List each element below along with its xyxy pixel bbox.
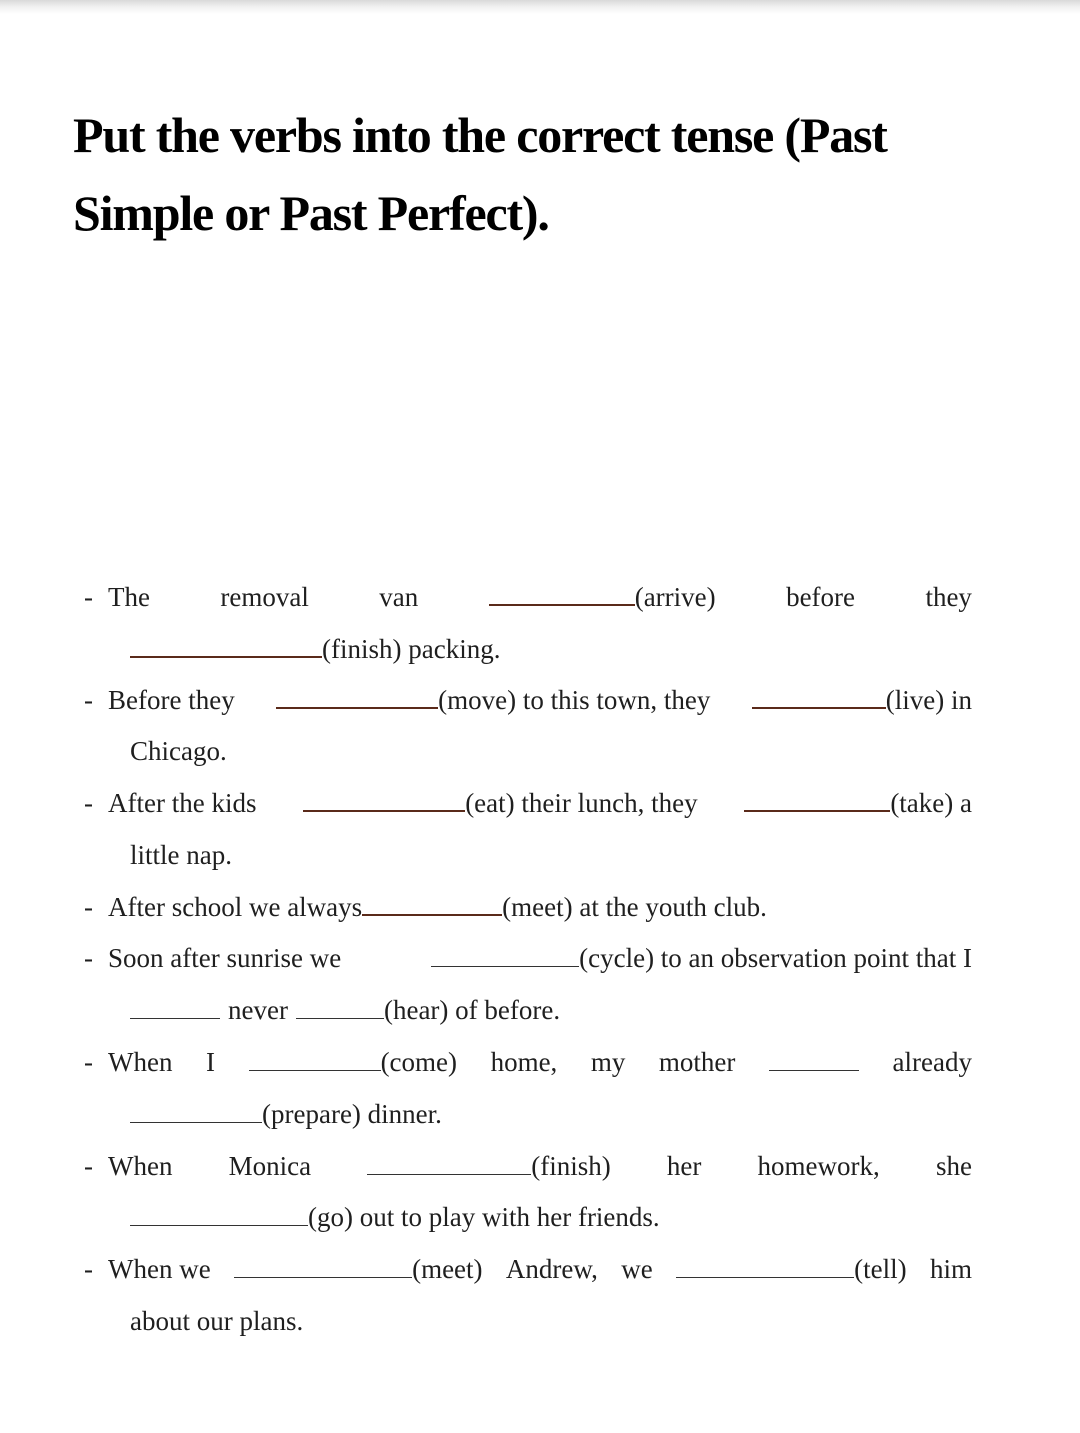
text-segment: my [590, 1047, 626, 1077]
answer-blank[interactable] [752, 685, 886, 709]
verb-hint: (prepare) dinner. [262, 1099, 442, 1129]
text-segment: little nap. [130, 840, 232, 870]
exercise-item-7-line-1 [108, 1148, 972, 1184]
answer-blank[interactable] [130, 996, 220, 1019]
answer-blank[interactable] [234, 1255, 412, 1278]
text-segment: she [935, 1151, 972, 1181]
bullet-dash: - [84, 1047, 93, 1077]
exercise-item-6-line-2 [130, 1096, 442, 1132]
answer-blank-group [303, 785, 697, 821]
text-segment: already [892, 1047, 972, 1077]
bullet-dash: - [84, 582, 93, 612]
answer-blank-group [234, 1251, 482, 1287]
text-segment: him [929, 1254, 972, 1284]
text-segment: Monica [228, 1151, 312, 1181]
verb-hint: (go) out to play with her friends. [308, 1202, 660, 1232]
text-segment: I [206, 1047, 216, 1077]
exercise-item-2-line-2 [130, 733, 227, 769]
verb-hint: (live) in [885, 685, 972, 715]
bullet-dash: - [84, 788, 93, 818]
bullet-dash: - [84, 685, 93, 715]
answer-blank-group [276, 682, 710, 718]
answer-blank[interactable] [296, 996, 384, 1019]
bullet-dash: - [84, 1254, 93, 1284]
text-segment: When we [108, 1254, 211, 1284]
text-segment: removal [220, 582, 309, 612]
answer-blank-group [676, 1251, 906, 1287]
text-segment: After school we always [108, 892, 363, 922]
verb-hint: (finish) packing. [322, 634, 501, 664]
answer-blank-group [249, 1044, 457, 1080]
verb-hint: (tell) [854, 1254, 907, 1284]
answer-blank-group [752, 682, 972, 718]
verb-hint: (finish) [531, 1151, 611, 1181]
answer-blank[interactable] [489, 582, 635, 606]
answer-blank[interactable] [303, 788, 465, 812]
verb-hint: (meet) at the youth club. [502, 892, 767, 922]
text-segment: Andrew, [505, 1254, 598, 1284]
exercise-item-2-line-1 [108, 682, 972, 718]
answer-blank[interactable] [130, 1203, 308, 1226]
text-segment: we [621, 1254, 653, 1284]
exercise-item-7-line-2 [130, 1199, 660, 1235]
verb-hint: (arrive) [634, 582, 716, 612]
answer-blank[interactable] [769, 1048, 859, 1071]
exercise-item-3-line-1 [108, 785, 972, 821]
verb-hint: (come) [380, 1047, 458, 1077]
answer-blank[interactable] [130, 1100, 262, 1123]
text-segment: mother [658, 1047, 736, 1077]
text-segment: they [925, 582, 972, 612]
text-segment: After the kids [108, 788, 257, 818]
answer-blank-group [489, 579, 716, 615]
text-segment: about our plans. [130, 1306, 304, 1336]
text-segment: homework, [757, 1151, 880, 1181]
text-segment: her [666, 1151, 702, 1181]
exercise-item-3-line-2 [130, 837, 232, 873]
exercise-item-5-line-1 [108, 940, 972, 976]
verb-hint: (cycle) to an observation point that I [579, 943, 972, 973]
text-segment: When [108, 1047, 173, 1077]
answer-blank[interactable] [249, 1048, 381, 1071]
text-segment: home, [490, 1047, 558, 1077]
verb-hint: (take) a [890, 788, 972, 818]
page-title: Put the verbs into the correct tense (Past Simple or Past Perfect). [73, 107, 887, 241]
verb-hint: (meet) [412, 1254, 483, 1284]
answer-blank[interactable] [130, 634, 322, 658]
answer-blank[interactable] [431, 944, 579, 967]
exercise-item-8-line-1 [108, 1251, 972, 1287]
text-segment: Chicago. [130, 736, 227, 766]
exercise-item-5-line-2 [130, 992, 560, 1028]
answer-blank-group [744, 785, 972, 821]
verb-hint: (hear) of before. [383, 995, 561, 1025]
text-segment: Before they [108, 685, 235, 715]
exercise-item-1-line-1 [108, 579, 972, 615]
answer-blank[interactable] [676, 1255, 854, 1278]
verb-hint: (eat) their lunch, they [465, 788, 698, 818]
exercise-item-6-line-1 [108, 1044, 972, 1080]
exercise-item-8-line-2 [130, 1303, 303, 1339]
text-segment: van [379, 582, 419, 612]
answer-blank[interactable] [362, 892, 502, 916]
answer-blank-group [367, 1148, 610, 1184]
answer-blank-group [431, 940, 972, 976]
text-segment: The [108, 582, 150, 612]
answer-blank[interactable] [744, 788, 890, 812]
bullet-dash: - [84, 1151, 93, 1181]
text-segment: When [108, 1151, 173, 1181]
answer-blank[interactable] [276, 685, 438, 709]
bullet-dash: - [84, 943, 93, 973]
text-segment: Soon after sunrise we [108, 943, 342, 973]
text-segment: before [786, 582, 856, 612]
verb-hint: (move) to this town, they [438, 685, 711, 715]
exercise-item-4-line-1 [108, 889, 767, 925]
answer-blank[interactable] [367, 1152, 531, 1175]
bullet-dash: - [84, 892, 93, 922]
exercise-item-1-line-2 [130, 631, 500, 667]
text-segment: never [228, 995, 288, 1025]
